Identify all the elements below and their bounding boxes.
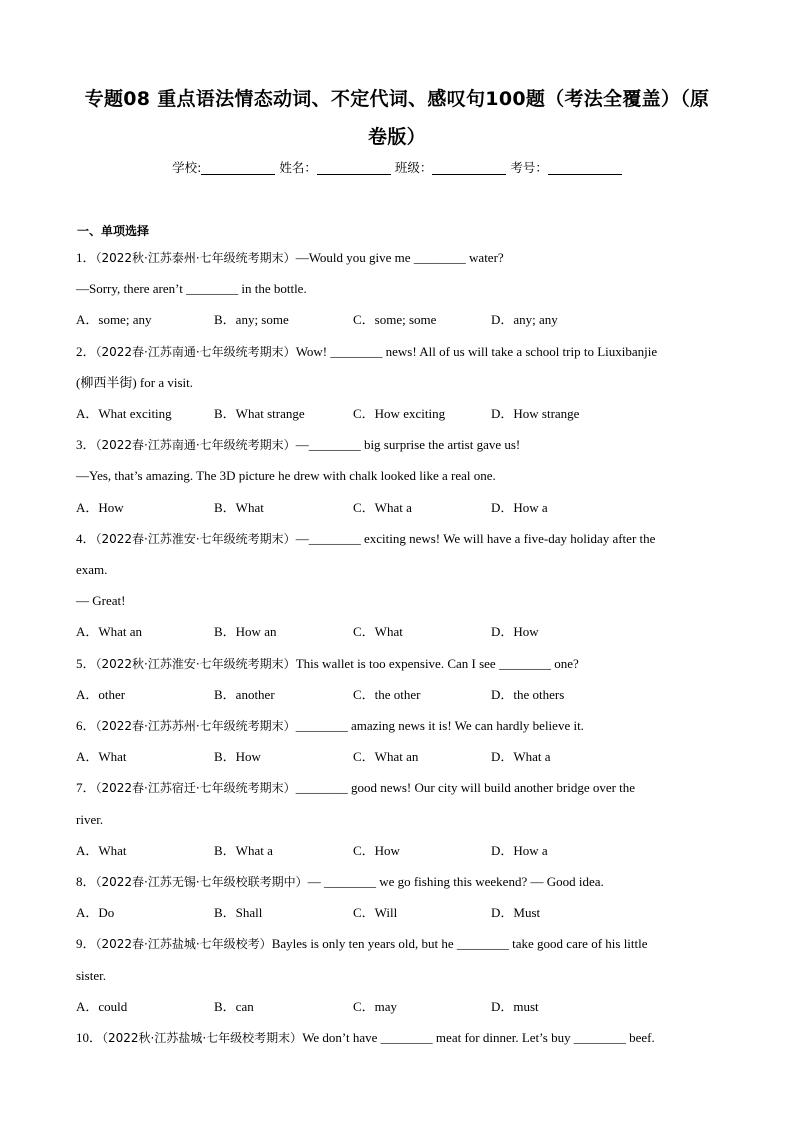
class-label: 班级： <box>394 160 433 175</box>
question-line <box>76 779 635 797</box>
answer-option[interactable]: A．other <box>76 686 126 702</box>
answer-option[interactable]: D．How strange <box>491 406 580 421</box>
question-line <box>76 935 648 953</box>
answer-option[interactable]: C．What an <box>353 749 419 765</box>
question-line <box>76 436 520 454</box>
answer-option[interactable]: C．Will <box>353 905 398 921</box>
answer-option[interactable]: D．must <box>491 998 539 1014</box>
question-source: （2022春·江苏淮安·七年级统考期末） <box>95 531 296 546</box>
answer-option[interactable]: D．What a <box>491 749 551 765</box>
answer-option[interactable]: C．the other <box>353 686 421 702</box>
question-number: 10． <box>76 1030 103 1045</box>
answer-option[interactable]: D．any; any <box>491 312 558 328</box>
answer-option[interactable]: C．What a <box>353 499 412 515</box>
answer-option[interactable]: B．How an <box>214 624 277 640</box>
question-text: (柳西半街) for a visit. <box>76 374 193 390</box>
question-text: ________ good news! Our city will build another bridge over the <box>295 780 636 796</box>
question-text: — Great! <box>76 593 126 609</box>
question-line <box>76 967 106 985</box>
question-line <box>76 873 604 891</box>
question-line <box>76 561 107 579</box>
answer-option[interactable]: B．another <box>214 686 275 702</box>
question-text: exam. <box>76 562 108 577</box>
answer-option[interactable]: A．What <box>76 842 127 858</box>
question-number: 8． <box>76 874 96 889</box>
question-source: （2022春·江苏盐城·七年级校考） <box>95 937 272 952</box>
question-text: —Sorry, there aren’t ________ in the bottle. <box>76 281 307 297</box>
question-text: — ________ we go fishing this weekend? — Good idea. <box>307 874 604 889</box>
school-label: 学校: <box>172 160 202 175</box>
answer-option[interactable]: A．could <box>76 998 128 1014</box>
question-line <box>76 1029 655 1047</box>
question-text: We don’t have ________ meat for dinner. Let’s buy ________ beef. <box>302 1030 655 1045</box>
question-line <box>76 374 193 392</box>
answer-option[interactable]: B．What strange <box>214 406 305 421</box>
question-number: 4． <box>76 530 96 546</box>
question-line <box>76 249 504 267</box>
question-line <box>76 655 579 673</box>
question-line <box>76 592 125 610</box>
answer-option[interactable]: C．some; some <box>353 312 437 328</box>
name-label: 姓名： <box>279 160 317 175</box>
answer-option[interactable]: B．How <box>214 749 261 765</box>
question-number: 6． <box>76 718 96 733</box>
answer-option[interactable]: C．How exciting <box>353 406 446 421</box>
question-number: 1． <box>76 250 96 265</box>
class-blank[interactable] <box>432 160 506 175</box>
answer-option[interactable]: B．What <box>214 499 264 515</box>
answer-option[interactable]: C．may <box>353 998 398 1014</box>
name-blank[interactable] <box>317 160 391 175</box>
question-text: river. <box>76 811 104 827</box>
question-line <box>76 280 307 298</box>
question-number: 2． <box>76 343 96 359</box>
answer-option[interactable]: A．some; any <box>76 312 152 328</box>
answer-option[interactable]: A．What an <box>76 624 143 640</box>
question-text: Bayles is only ten years old, but he ________ take good care of his little <box>271 936 648 952</box>
answer-option[interactable]: B．can <box>214 998 254 1014</box>
question-source: （2022春·江苏南通·七年级统考期末） <box>95 438 296 453</box>
title-line-2: 卷版） <box>368 126 426 148</box>
question-source: （2022春·江苏无锡·七年级校联考期中） <box>95 875 308 889</box>
question-source: （2022春·江苏苏州·七年级统考期末） <box>95 719 296 733</box>
answer-option[interactable]: B．What a <box>214 842 273 858</box>
student-info-row <box>0 158 794 176</box>
answer-option[interactable]: D．the others <box>491 686 565 702</box>
answer-option[interactable]: A．Do <box>76 905 115 921</box>
question-text: —Yes, that’s amazing. The 3D picture he drew with chalk looked like a real one. <box>76 468 496 484</box>
question-text: —________ exciting news! We will have a five-day holiday after the <box>295 530 656 546</box>
question-line <box>76 530 655 548</box>
question-text: —Would you give me ________ water? <box>295 250 504 265</box>
question-text: ________ amazing news it is! We can hardly believe it. <box>295 718 584 733</box>
question-source: （2022春·江苏南通·七年级统考期末） <box>95 344 296 359</box>
question-line <box>76 343 657 361</box>
answer-option[interactable]: A．What exciting <box>76 406 172 421</box>
question-line <box>76 811 103 829</box>
section-heading: 一、单项选择 <box>77 224 150 238</box>
question-line <box>76 467 496 485</box>
answer-option[interactable]: D．How <box>491 624 539 640</box>
exam-no-label: 考号： <box>510 160 548 175</box>
question-text: sister. <box>76 967 106 983</box>
question-source: （2022秋·江苏盐城·七年级校考期末） <box>102 1031 303 1045</box>
answer-option[interactable]: D．Must <box>491 905 541 921</box>
question-number: 3． <box>76 437 96 453</box>
page-title <box>60 80 734 156</box>
answer-option[interactable]: C．What <box>353 624 403 640</box>
question-text: Wow! ________ news! All of us will take a school trip to Liuxibanjie <box>295 343 658 359</box>
question-text: —________ big surprise the artist gave us! <box>295 437 521 453</box>
answer-option[interactable]: A．How <box>76 499 124 515</box>
question-number: 9． <box>76 936 96 952</box>
title-line-1: 专题08 重点语法情态动词、不定代词、感叹句100题（考法全覆盖）（原 <box>84 88 710 110</box>
answer-option[interactable]: A．What <box>76 749 127 765</box>
school-blank[interactable] <box>201 160 275 175</box>
question-source: （2022秋·江苏淮安·七年级统考期末） <box>95 656 296 671</box>
question-source: （2022春·江苏宿迁·七年级统考期末） <box>95 781 296 796</box>
exam-no-blank[interactable] <box>548 160 622 175</box>
answer-option[interactable]: D．How a <box>491 499 548 515</box>
answer-option[interactable]: D．How a <box>491 842 548 858</box>
question-line <box>76 717 584 735</box>
question-text: This wallet is too expensive. Can I see ________ one? <box>295 655 579 671</box>
answer-option[interactable]: B．Shall <box>214 905 263 921</box>
question-number: 5． <box>76 655 96 671</box>
answer-option[interactable]: B．any; some <box>214 312 289 328</box>
question-source: （2022秋·江苏泰州·七年级统考期末） <box>95 251 296 265</box>
answer-option[interactable]: C．How <box>353 842 400 858</box>
question-number: 7． <box>76 780 96 796</box>
